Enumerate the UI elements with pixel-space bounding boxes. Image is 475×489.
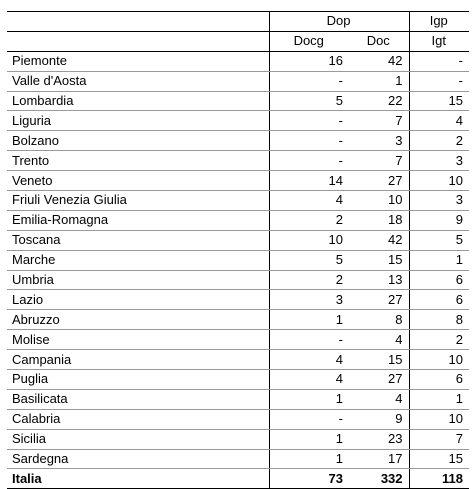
table-row bbox=[7, 449, 469, 469]
region-name: Marche bbox=[7, 250, 269, 270]
table-row bbox=[7, 151, 469, 171]
docg-column-header: Docg bbox=[269, 31, 349, 51]
igt-count: 10 bbox=[409, 171, 469, 191]
doc-count: 1 bbox=[349, 71, 409, 91]
doc-count: 10 bbox=[349, 191, 409, 211]
igt-count: 15 bbox=[409, 449, 469, 469]
region-name: Valle d'Aosta bbox=[7, 71, 269, 91]
region-name: Emilia-Romagna bbox=[7, 210, 269, 230]
docg-count: 16 bbox=[269, 51, 349, 71]
docg-count: - bbox=[269, 111, 349, 131]
docg-count: - bbox=[269, 71, 349, 91]
igt-count: - bbox=[409, 71, 469, 91]
docg-count: 1 bbox=[269, 429, 349, 449]
total-doc: 332 bbox=[349, 469, 409, 489]
docg-count: 1 bbox=[269, 449, 349, 469]
igt-count: 6 bbox=[409, 270, 469, 290]
docg-count: 1 bbox=[269, 310, 349, 330]
table-row bbox=[7, 389, 469, 409]
igt-count: 15 bbox=[409, 91, 469, 111]
docg-count: 10 bbox=[269, 230, 349, 250]
region-column-header bbox=[7, 12, 269, 32]
region-name: Lazio bbox=[7, 290, 269, 310]
region-name: Piemonte bbox=[7, 51, 269, 71]
igt-count: 7 bbox=[409, 429, 469, 449]
doc-count: 4 bbox=[349, 330, 409, 350]
doc-count: 27 bbox=[349, 290, 409, 310]
doc-count: 42 bbox=[349, 230, 409, 250]
doc-count: 18 bbox=[349, 210, 409, 230]
doc-count: 15 bbox=[349, 350, 409, 370]
docg-count: - bbox=[269, 409, 349, 429]
region-subheader bbox=[7, 31, 269, 51]
table-header bbox=[7, 12, 469, 52]
region-name: Trento bbox=[7, 151, 269, 171]
table-row bbox=[7, 51, 469, 71]
region-name: Puglia bbox=[7, 370, 269, 390]
region-name: Basilicata bbox=[7, 389, 269, 409]
total-label: Italia bbox=[7, 469, 269, 489]
doc-count: 3 bbox=[349, 131, 409, 151]
table-body bbox=[7, 51, 469, 489]
igt-count: 8 bbox=[409, 310, 469, 330]
region-name: Friuli Venezia Giulia bbox=[7, 191, 269, 211]
igt-count: 1 bbox=[409, 389, 469, 409]
docg-count: - bbox=[269, 330, 349, 350]
table-row bbox=[7, 290, 469, 310]
total-docg: 73 bbox=[269, 469, 349, 489]
table-row bbox=[7, 429, 469, 449]
header-group-row bbox=[7, 12, 469, 32]
doc-count: 8 bbox=[349, 310, 409, 330]
table-row bbox=[7, 310, 469, 330]
igt-count: 4 bbox=[409, 111, 469, 131]
table-row bbox=[7, 370, 469, 390]
igt-count: 6 bbox=[409, 290, 469, 310]
igt-count: 9 bbox=[409, 210, 469, 230]
igt-column-header: Igt bbox=[409, 31, 469, 51]
doc-count: 22 bbox=[349, 91, 409, 111]
igp-group-header: Igp bbox=[409, 12, 469, 32]
region-name: Campania bbox=[7, 350, 269, 370]
igt-count: 10 bbox=[409, 409, 469, 429]
table-row bbox=[7, 91, 469, 111]
table-row bbox=[7, 131, 469, 151]
region-name: Veneto bbox=[7, 171, 269, 191]
dop-group-header: Dop bbox=[269, 12, 409, 32]
docg-count: 14 bbox=[269, 171, 349, 191]
doc-count: 13 bbox=[349, 270, 409, 290]
igt-count: 2 bbox=[409, 330, 469, 350]
docg-count: 2 bbox=[269, 210, 349, 230]
doc-count: 15 bbox=[349, 250, 409, 270]
doc-count: 27 bbox=[349, 370, 409, 390]
igt-count: 3 bbox=[409, 151, 469, 171]
region-name: Sardegna bbox=[7, 449, 269, 469]
region-name: Calabria bbox=[7, 409, 269, 429]
region-name: Molise bbox=[7, 330, 269, 350]
doc-count: 27 bbox=[349, 171, 409, 191]
doc-count: 7 bbox=[349, 111, 409, 131]
igt-count: - bbox=[409, 51, 469, 71]
region-name: Lombardia bbox=[7, 91, 269, 111]
region-name: Umbria bbox=[7, 270, 269, 290]
igt-count: 2 bbox=[409, 131, 469, 151]
region-name: Sicilia bbox=[7, 429, 269, 449]
doc-column-header: Doc bbox=[349, 31, 409, 51]
docg-count: 5 bbox=[269, 250, 349, 270]
table-row bbox=[7, 171, 469, 191]
table-row bbox=[7, 111, 469, 131]
docg-count: 4 bbox=[269, 370, 349, 390]
region-name: Bolzano bbox=[7, 131, 269, 151]
table-row bbox=[7, 210, 469, 230]
header-sub-row bbox=[7, 31, 469, 51]
docg-count: 1 bbox=[269, 389, 349, 409]
doc-count: 4 bbox=[349, 389, 409, 409]
region-name: Liguria bbox=[7, 111, 269, 131]
table-row bbox=[7, 330, 469, 350]
igt-count: 6 bbox=[409, 370, 469, 390]
region-name: Toscana bbox=[7, 230, 269, 250]
table-row bbox=[7, 71, 469, 91]
doc-count: 9 bbox=[349, 409, 409, 429]
table-row bbox=[7, 350, 469, 370]
table-row bbox=[7, 250, 469, 270]
doc-count: 23 bbox=[349, 429, 409, 449]
doc-count: 42 bbox=[349, 51, 409, 71]
total-igt: 118 bbox=[409, 469, 469, 489]
docg-count: - bbox=[269, 151, 349, 171]
docg-count: - bbox=[269, 131, 349, 151]
table-row bbox=[7, 230, 469, 250]
wine-designations-table bbox=[7, 11, 469, 489]
wine-designations-table-container bbox=[7, 11, 469, 489]
docg-count: 2 bbox=[269, 270, 349, 290]
igt-count: 10 bbox=[409, 350, 469, 370]
igt-count: 5 bbox=[409, 230, 469, 250]
docg-count: 3 bbox=[269, 290, 349, 310]
docg-count: 5 bbox=[269, 91, 349, 111]
docg-count: 4 bbox=[269, 350, 349, 370]
igt-count: 3 bbox=[409, 191, 469, 211]
table-row bbox=[7, 191, 469, 211]
doc-count: 17 bbox=[349, 449, 409, 469]
doc-count: 7 bbox=[349, 151, 409, 171]
igt-count: 1 bbox=[409, 250, 469, 270]
table-row bbox=[7, 270, 469, 290]
docg-count: 4 bbox=[269, 191, 349, 211]
region-name: Abruzzo bbox=[7, 310, 269, 330]
table-row bbox=[7, 409, 469, 429]
